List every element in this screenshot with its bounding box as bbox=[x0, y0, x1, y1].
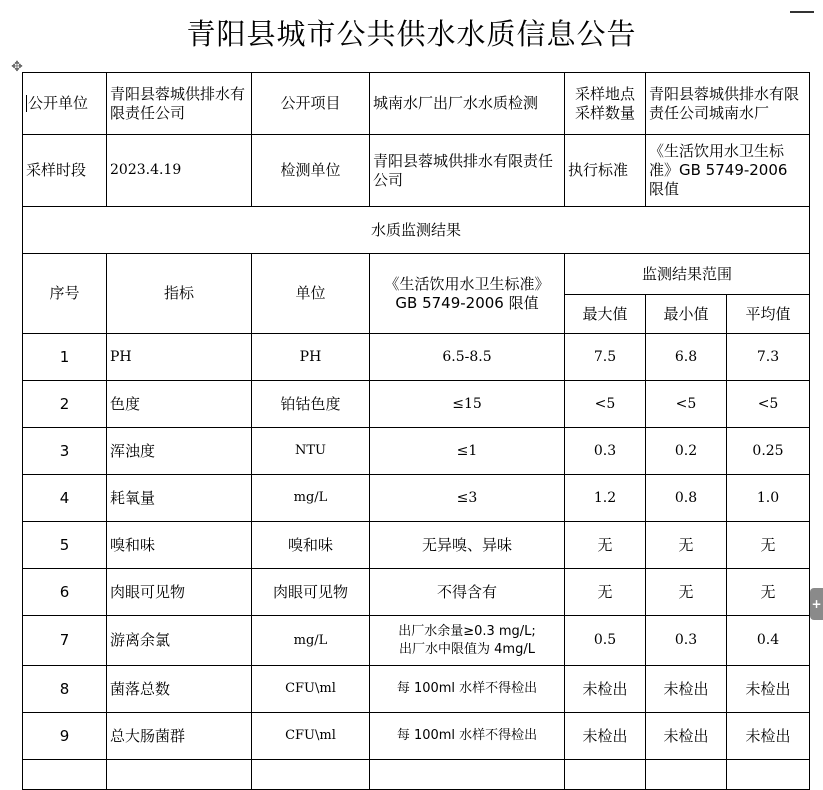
row-limit: 每 100ml 水样不得检出 bbox=[370, 713, 565, 760]
row-index: 6 bbox=[23, 569, 107, 616]
row-indicator: 肉眼可见物 bbox=[107, 569, 252, 616]
row-min: 0.3 bbox=[646, 616, 727, 666]
header-index: 序号 bbox=[23, 254, 107, 334]
row-avg: 1.0 bbox=[727, 475, 810, 522]
row-limit: 不得含有 bbox=[370, 569, 565, 616]
location-value: 青阳县蓉城供排水有限责任公司城南水厂 bbox=[646, 73, 810, 135]
row-avg: <5 bbox=[727, 381, 810, 428]
row-unit: 嗅和味 bbox=[252, 522, 370, 569]
row-unit: 肉眼可见物 bbox=[252, 569, 370, 616]
row-unit: NTU bbox=[252, 428, 370, 475]
row-indicator: 浑浊度 bbox=[107, 428, 252, 475]
row-unit: CFU\ml bbox=[252, 713, 370, 760]
row-max: 0.3 bbox=[565, 428, 646, 475]
standard-value: 《生活饮用水卫生标准》GB 5749-2006 限值 bbox=[646, 135, 810, 207]
table-row bbox=[23, 522, 810, 569]
row-avg: 无 bbox=[727, 569, 810, 616]
row-limit: ≤3 bbox=[370, 475, 565, 522]
row-index: 4 bbox=[23, 475, 107, 522]
row-avg: 未检出 bbox=[727, 666, 810, 713]
table-row-partial bbox=[23, 760, 810, 790]
header-min: 最小值 bbox=[646, 295, 727, 334]
row-max: 无 bbox=[565, 522, 646, 569]
info-row-publisher bbox=[23, 73, 810, 135]
row-min: 无 bbox=[646, 569, 727, 616]
table-row bbox=[23, 616, 810, 666]
row-min: 0.8 bbox=[646, 475, 727, 522]
row-max: 0.5 bbox=[565, 616, 646, 666]
row-indicator: 耗氧量 bbox=[107, 475, 252, 522]
row-index: 3 bbox=[23, 428, 107, 475]
table-move-handle-icon[interactable]: ✥ bbox=[11, 59, 23, 75]
water-quality-table bbox=[22, 72, 810, 790]
row-max: 1.2 bbox=[565, 475, 646, 522]
header-indicator: 指标 bbox=[107, 254, 252, 334]
info-row-period bbox=[23, 135, 810, 207]
lab-value: 青阳县蓉城供排水有限责任公司 bbox=[370, 135, 565, 207]
row-indicator: 色度 bbox=[107, 381, 252, 428]
row-indicator: 游离余氯 bbox=[107, 616, 252, 666]
row-index: 1 bbox=[23, 334, 107, 381]
page-title: 青阳县城市公共供水水质信息公告 bbox=[186, 17, 637, 51]
table-row bbox=[23, 381, 810, 428]
row-avg: 7.3 bbox=[727, 334, 810, 381]
row-max: 7.5 bbox=[565, 334, 646, 381]
header-limit: 《生活饮用水卫生标准》 GB 5749-2006 限值 bbox=[370, 254, 565, 334]
row-limit: ≤15 bbox=[370, 381, 565, 428]
standard-label: 执行标准 bbox=[565, 135, 646, 207]
period-label: 采样时段 bbox=[23, 135, 107, 207]
row-index: 5 bbox=[23, 522, 107, 569]
section-title: 水质监测结果 bbox=[23, 207, 810, 254]
header-avg: 平均值 bbox=[727, 295, 810, 334]
period-value: 2023.4.19 bbox=[107, 135, 252, 207]
table-row bbox=[23, 569, 810, 616]
row-indicator: 嗅和味 bbox=[107, 522, 252, 569]
side-expand-plus-icon[interactable]: + bbox=[810, 588, 823, 620]
row-limit: ≤1 bbox=[370, 428, 565, 475]
row-unit: PH bbox=[252, 334, 370, 381]
row-index: 7 bbox=[23, 616, 107, 666]
section-row bbox=[23, 207, 810, 254]
table-row bbox=[23, 428, 810, 475]
location-label: 采样地点 采样数量 bbox=[565, 73, 646, 135]
row-indicator: PH bbox=[107, 334, 252, 381]
row-max: 未检出 bbox=[565, 666, 646, 713]
publisher-value: 青阳县蓉城供排水有限责任公司 bbox=[107, 73, 252, 135]
item-label: 公开项目 bbox=[252, 73, 370, 135]
row-avg: 未检出 bbox=[727, 713, 810, 760]
row-min: 未检出 bbox=[646, 713, 727, 760]
row-unit: mg/L bbox=[252, 475, 370, 522]
row-max: 未检出 bbox=[565, 713, 646, 760]
row-min: 0.2 bbox=[646, 428, 727, 475]
row-limit: 每 100ml 水样不得检出 bbox=[370, 666, 565, 713]
row-min: 无 bbox=[646, 522, 727, 569]
row-unit: 铂钴色度 bbox=[252, 381, 370, 428]
row-avg: 0.4 bbox=[727, 616, 810, 666]
row-limit: 无异嗅、异味 bbox=[370, 522, 565, 569]
row-max: <5 bbox=[565, 381, 646, 428]
window-minimize-icon[interactable] bbox=[790, 0, 823, 14]
row-limit: 出厂水余量≥0.3 mg/L; 出厂水中限值为 4mg/L bbox=[370, 616, 565, 666]
row-avg: 无 bbox=[727, 522, 810, 569]
text-cursor bbox=[26, 95, 27, 112]
item-value: 城南水厂出厂水水质检测 bbox=[370, 73, 565, 135]
row-min: <5 bbox=[646, 381, 727, 428]
header-max: 最大值 bbox=[565, 295, 646, 334]
row-index: 8 bbox=[23, 666, 107, 713]
header-unit: 单位 bbox=[252, 254, 370, 334]
header-row-1 bbox=[23, 254, 810, 295]
table-row bbox=[23, 713, 810, 760]
row-min: 未检出 bbox=[646, 666, 727, 713]
table-row bbox=[23, 334, 810, 381]
row-limit: 6.5-8.5 bbox=[370, 334, 565, 381]
row-min: 6.8 bbox=[646, 334, 727, 381]
table-row bbox=[23, 666, 810, 713]
row-indicator: 菌落总数 bbox=[107, 666, 252, 713]
row-unit: CFU\ml bbox=[252, 666, 370, 713]
header-range: 监测结果范围 bbox=[565, 254, 810, 295]
row-unit: mg/L bbox=[252, 616, 370, 666]
row-avg: 0.25 bbox=[727, 428, 810, 475]
row-index: 2 bbox=[23, 381, 107, 428]
row-indicator: 总大肠菌群 bbox=[107, 713, 252, 760]
row-max: 无 bbox=[565, 569, 646, 616]
table-row bbox=[23, 475, 810, 522]
publisher-label: 公开单位 bbox=[23, 73, 107, 135]
row-index: 9 bbox=[23, 713, 107, 760]
lab-label: 检测单位 bbox=[252, 135, 370, 207]
